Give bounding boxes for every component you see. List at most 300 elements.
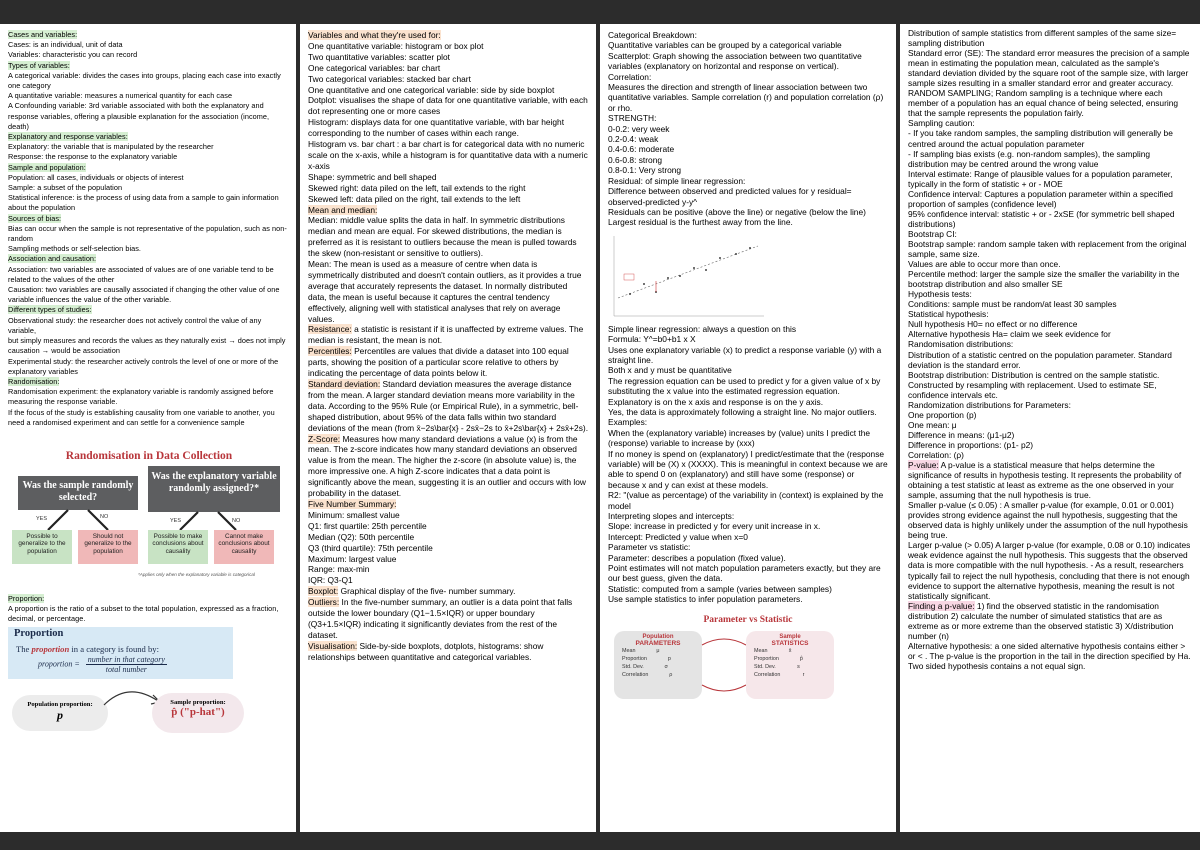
section-heading: Explanatory and response variables: bbox=[8, 132, 128, 142]
line-text: A p-value is a statistical measure that helps determine the significance of results in hypothesis testing. It represents the probability of obtaining a test statistic at least as extreme as the one observed in your sample, assuming that the null hypothesis is true. bbox=[908, 460, 1182, 501]
text-line bbox=[908, 400, 1192, 410]
line-text: 0.4-0.6: moderate bbox=[608, 144, 675, 155]
text-line bbox=[8, 91, 290, 101]
pvs-row-symbol: p bbox=[667, 655, 671, 662]
text-line bbox=[308, 95, 588, 117]
randomisation-title: Randomisation in Data Collection bbox=[65, 449, 233, 462]
text-line bbox=[608, 113, 888, 123]
sample-proportion-bubble: Sample proportion: p̂ ("p-hat") bbox=[152, 693, 244, 733]
text-line bbox=[308, 85, 588, 96]
outcome-causality: Possible to make conclusions about causality bbox=[148, 530, 208, 564]
line-text: Q3 (third quartile): 75th percentile bbox=[308, 542, 433, 553]
line-text: Bootstrap CI: bbox=[908, 228, 957, 239]
decision-arrows bbox=[8, 450, 290, 590]
text-line bbox=[608, 217, 888, 227]
text-line bbox=[908, 28, 1192, 48]
line-text: Standard deviation measures the average distance from the mean. A larger standard deviation means more variability in the data. According to the 95% Rule (or Empirical Rule), in a symmetric, bell-shaped distribution, about 95% of the data falls within two standard deviations of the mean (from x̄−2s\bar{x} - 2sx̄−2s to x̄+2s\bar{x} + 2sx̄+2s). bbox=[308, 379, 589, 433]
text-line bbox=[608, 134, 888, 144]
text-line bbox=[908, 410, 1192, 420]
line-text: If no money is spend on (explanatory) I predict/estimate that the (response variable) will be (X) x (XXXX). This is meaningful in context because we are able to spend 0 on (explanatory) and still have some (response) or because x and y can exist at these models. bbox=[608, 448, 888, 490]
no-label-1: NO bbox=[100, 513, 109, 520]
text-line bbox=[8, 305, 290, 315]
text-line bbox=[908, 88, 1192, 118]
text-line bbox=[308, 510, 588, 521]
proportion-formula: proportion = $\frac{\text{number in that category}}{\text{total number}}$ bbox=[38, 654, 165, 674]
line-text: Observational study: the researcher does not actively control the value of any variable, bbox=[8, 315, 262, 335]
text-line bbox=[908, 239, 1192, 259]
text-line bbox=[908, 339, 1192, 349]
line-text: Statistic: computed from a sample (varies between samples) bbox=[608, 583, 832, 594]
pvs-row-symbol: x̄ bbox=[788, 647, 792, 654]
line-text: Sample: a subset of the population bbox=[8, 183, 123, 193]
text-line bbox=[908, 169, 1192, 189]
line-text: If the focus of the study is establishing causality from one variable to another, you need a randomised experiment and can settle for a convenience sample bbox=[8, 407, 275, 427]
line-text: One quantitative and one categorical variable: side by side boxplot bbox=[308, 84, 555, 95]
text-line bbox=[908, 430, 1192, 440]
column-4 bbox=[900, 24, 1200, 832]
text-line bbox=[8, 152, 290, 162]
line-text: - If you take random samples, the sampling distribution will generally be centred around the actual population parameter bbox=[908, 128, 1173, 149]
line-text: Alternative hypothesis: a one sided alternative hypothesis contains either > or < . The p-value is the proportion in the tail in the direction specified by Ha. Two sided hypothesis contains a not equal sign. bbox=[908, 640, 1191, 671]
line-text: Standard error (SE): The standard error measures the precision of a sample mean in estimating the population mean, calculated as the sample's standard deviation divided by the square root of the sample size, with larger sample sizes resulting in a smaller standard error and greater accuracy. bbox=[908, 48, 1190, 89]
line-text: One quantitative variable: histogram or box plot bbox=[308, 40, 484, 51]
text-line bbox=[608, 521, 888, 531]
line-text: Interpreting slopes and intercepts: bbox=[608, 511, 735, 522]
pvs-row-symbol: p̂ bbox=[799, 655, 803, 662]
column-1 bbox=[0, 24, 296, 832]
line-text: Sampling methods or self-selection bias. bbox=[8, 244, 142, 254]
text-line bbox=[8, 30, 290, 40]
text-line bbox=[308, 554, 588, 565]
text-line bbox=[308, 183, 588, 194]
text-line bbox=[8, 61, 290, 71]
sample-statistics-box bbox=[746, 631, 834, 699]
text-line bbox=[608, 376, 888, 397]
outcome-generalize: Possible to generalize to the population bbox=[12, 530, 72, 564]
line-text: Graphical display of the five- number summary. bbox=[338, 586, 516, 597]
line-text: Bootstrap sample: random sample taken with replacement from the original sample, same size. bbox=[908, 238, 1187, 260]
line-text: A quantitative variable: measures a numerical quantity for each case bbox=[8, 91, 233, 101]
text-line bbox=[8, 316, 290, 336]
line-text: Randomisation experiment: the explanatory variable is randomly assigned before measuring the response variable. bbox=[8, 387, 274, 407]
text-line bbox=[908, 299, 1192, 309]
column-2-text bbox=[308, 30, 588, 663]
text-line bbox=[608, 563, 888, 584]
section-heading: Sample and population: bbox=[8, 162, 86, 172]
pvs-row-label: Mean bbox=[622, 647, 636, 654]
text-line bbox=[8, 254, 290, 264]
text-line bbox=[908, 329, 1192, 339]
proportion-box bbox=[8, 627, 233, 679]
section-heading: Sources of bias: bbox=[8, 213, 62, 223]
text-line bbox=[908, 209, 1192, 229]
line-text: Population: all cases, individuals or objects of interest bbox=[8, 172, 184, 182]
line-text: Measures the direction and strength of linear association between two quantitative variables. Sample correlation (r) and population correlation (ρ) or rho. bbox=[608, 82, 884, 113]
text-line bbox=[308, 117, 588, 139]
section-heading: Resistance: bbox=[308, 324, 352, 335]
text-line bbox=[908, 460, 1192, 500]
pvs-row-label: Proportion bbox=[754, 655, 779, 662]
line-text: Slope: increase in predicted y for every unit increase in x. bbox=[608, 521, 821, 532]
text-line bbox=[608, 397, 888, 407]
line-text: Alternative hypothesis Ha= claim we seek evidence for bbox=[908, 329, 1111, 340]
text-line bbox=[608, 542, 888, 552]
line-text: Hypothesis tests: bbox=[908, 289, 972, 300]
text-line bbox=[908, 450, 1192, 460]
proportion-text bbox=[8, 594, 290, 625]
line-text: Interval estimate: Range of plausible values for a population parameter, typically in the form of statistic + or - MOE bbox=[908, 168, 1173, 189]
section-heading: Z-Score: bbox=[308, 433, 341, 444]
text-line bbox=[608, 40, 888, 50]
text-line bbox=[908, 601, 1192, 641]
pvs-row bbox=[746, 663, 834, 671]
line-text: Dotplot: visualises the shape of data for one quantitative variable, with each dot representing one or more cases bbox=[308, 95, 588, 117]
line-text: Two quantitative variables: scatter plot bbox=[308, 51, 450, 62]
line-text: Use sample statistics to infer population parameters. bbox=[608, 594, 803, 605]
line-text: Histogram: displays data for one quantitative variable, with bar height corresponding to the number of cases within each range. bbox=[308, 117, 565, 139]
text-line bbox=[908, 259, 1192, 269]
column-1-text bbox=[8, 30, 290, 428]
section-heading: Proportion: bbox=[8, 593, 45, 603]
no-label-2: NO bbox=[232, 517, 241, 524]
question-random-assignment: Was the explanatory variable randomly assigned?* bbox=[148, 466, 280, 512]
line-text: Explanatory is on the x axis and response is on the y axis. bbox=[608, 396, 824, 407]
pvs-row-label: Correlation bbox=[622, 671, 649, 678]
text-line bbox=[608, 176, 888, 186]
line-text: Skewed right: data piled on the left, tail extends to the right bbox=[308, 182, 526, 193]
text-line bbox=[308, 215, 588, 259]
section-heading: P-value: bbox=[908, 460, 939, 471]
text-line bbox=[308, 74, 588, 85]
section-heading: Five Number Summary: bbox=[308, 498, 397, 509]
line-text: Shape: symmetric and bell shaped bbox=[308, 171, 437, 182]
line-text: Conditions: sample must be random/at least 30 samples bbox=[908, 299, 1117, 310]
line-text: Experimental study: the researcher actively controls the level of one or more of the explanatory variables bbox=[8, 356, 279, 376]
text-line bbox=[8, 377, 290, 387]
line-text: Quantitative variables can be grouped by a categorical variable bbox=[608, 40, 842, 51]
line-text: One proportion (p) bbox=[908, 409, 977, 420]
text-line bbox=[608, 449, 888, 491]
pvs-row-symbol: s bbox=[797, 663, 800, 670]
pvs-pop-sub: PARAMETERS bbox=[635, 639, 681, 647]
residual-scatterplot bbox=[608, 232, 768, 322]
arrow-icon bbox=[8, 683, 290, 745]
text-line bbox=[8, 183, 290, 193]
question-random-sample: Was the sample randomly selected? bbox=[18, 476, 138, 510]
line-text: Categorical Breakdown: bbox=[608, 30, 697, 40]
section-heading: Percentiles: bbox=[308, 346, 352, 357]
line-text: Explanatory: the variable that is manipulated by the researcher bbox=[8, 142, 214, 152]
section-heading: Cases and variables: bbox=[8, 30, 78, 39]
yes-label-1: YES bbox=[36, 515, 48, 522]
text-line bbox=[308, 532, 588, 543]
text-line bbox=[908, 440, 1192, 450]
text-line bbox=[308, 641, 588, 663]
column-3-text-top bbox=[608, 30, 888, 228]
line-text: Parameter vs statistic: bbox=[608, 542, 691, 553]
section-heading: Visualisation: bbox=[308, 640, 358, 651]
text-line bbox=[8, 244, 290, 254]
line-text: STRENGTH: bbox=[608, 113, 657, 124]
text-line bbox=[608, 407, 888, 417]
text-line bbox=[308, 346, 588, 379]
line-text: Sampling caution: bbox=[908, 118, 975, 129]
text-line bbox=[608, 511, 888, 521]
text-line bbox=[608, 186, 888, 207]
text-line bbox=[308, 499, 588, 510]
text-line bbox=[608, 72, 888, 82]
text-line bbox=[608, 345, 888, 366]
pvs-pop-head: Population bbox=[642, 633, 674, 640]
pvs-title: Parameter vs Statistic bbox=[703, 614, 793, 625]
text-line bbox=[908, 269, 1192, 289]
population-vs-sample-proportion bbox=[8, 683, 290, 745]
line-text: Statistical inference: is the process of using data from a sample to gain information about the population bbox=[8, 193, 279, 213]
line-text: a statistic is resistant if it is unaffected by extreme values. The median is resistant, the mean is not. bbox=[308, 324, 584, 346]
pvs-row bbox=[746, 647, 834, 655]
text-line bbox=[308, 575, 588, 586]
line-text: Point estimates will not match population parameters exactly, but they are our best guess, given the data. bbox=[608, 563, 881, 584]
text-line bbox=[8, 336, 290, 356]
text-line bbox=[608, 165, 888, 175]
line-text: IQR: Q3-Q1 bbox=[308, 575, 353, 586]
text-line bbox=[8, 604, 290, 624]
line-text: Percentile method: larger the sample size the smaller the variability in the bootstrap distribution and also smaller SE bbox=[908, 269, 1180, 290]
line-text: Parameter: describes a population (fixed value). bbox=[608, 552, 786, 563]
text-line bbox=[8, 214, 290, 224]
pvs-row-symbol: σ bbox=[664, 663, 668, 670]
section-heading: Different types of studies: bbox=[8, 305, 92, 315]
text-line bbox=[8, 163, 290, 173]
text-line bbox=[308, 172, 588, 183]
text-line bbox=[8, 285, 290, 305]
text-line bbox=[908, 309, 1192, 319]
line-text: A categorical variable: divides the cases into groups, placing each case into exactly one category bbox=[8, 70, 281, 91]
text-line bbox=[8, 71, 290, 91]
text-line bbox=[608, 82, 888, 113]
line-text: Q1: first quartile: 25th percentile bbox=[308, 520, 427, 531]
text-line bbox=[8, 142, 290, 152]
pvs-row bbox=[746, 671, 834, 679]
line-text: Two categorical variables: stacked bar chart bbox=[308, 73, 471, 84]
text-line bbox=[908, 189, 1192, 209]
pvs-samp-head: Sample bbox=[779, 633, 801, 640]
section-heading: Variables and what they're used for: bbox=[308, 30, 441, 40]
line-text: Response: the response to the explanatory variable bbox=[8, 152, 178, 162]
line-text: Randomisation distributions: bbox=[908, 339, 1014, 350]
column-3 bbox=[600, 24, 896, 832]
line-text: Median: middle value splits the data in half. In symmetric distributions median and mean are equal. For skewed distributions, the median is preferred as it is resistant to outliers because the mean is pulled towards the skew (non-resistant or sensitive to outliers). bbox=[308, 215, 577, 259]
section-heading: Randomisation: bbox=[8, 376, 60, 386]
pvs-row-symbol: ρ bbox=[669, 671, 673, 678]
text-line bbox=[308, 597, 588, 641]
text-line bbox=[608, 428, 888, 449]
section-heading: Types of variables: bbox=[8, 60, 70, 70]
line-text: 0.8-0.1: Very strong bbox=[608, 165, 682, 176]
line-text: Causation: two variables are causally associated if changing the other value of one variable influences the value of the other variable. bbox=[8, 285, 280, 305]
text-line bbox=[908, 118, 1192, 128]
population-proportion-bubble: Population proportion: p bbox=[12, 695, 108, 731]
text-line bbox=[608, 155, 888, 165]
text-line bbox=[308, 63, 588, 74]
text-line bbox=[608, 30, 888, 40]
line-text: Formula: Y^=b0+b1 x X bbox=[608, 334, 696, 345]
line-text: - If sampling bias exists (e.g. non-random samples), the sampling distribution may be centred around the wrong value bbox=[908, 148, 1151, 169]
text-line bbox=[308, 41, 588, 52]
pvs-row-label: Mean bbox=[754, 647, 768, 654]
randomisation-footnote: *Applies only when the explanatory variable is categorical bbox=[138, 571, 255, 577]
line-text: Variables: characteristic you can record bbox=[8, 50, 138, 60]
pvs-row-label: Correlation bbox=[754, 671, 781, 678]
line-text: Larger p-value (> 0.05) A larger p-value (for example, 0.08 or 0.10) indicates weak evidence against the null hypothesis. This suggests that the observed data is more compatible with the null hypothesis. - As a result, researchers typically fail to reject the null hypothesis, concluding that there is not enough evidence to support the alternative hypothesis, meaning the result is not statistically significant. bbox=[908, 540, 1191, 601]
line-text: Confidence interval: Captures a population parameter within a specified proportion of samples (confidence level) bbox=[908, 188, 1173, 209]
line-text: Mean: The mean is used as a measure of centre when data is symmetrically distributed and doesn't contain outliers, as it provides a true average that accurately represents the dataset. In normally distributed data, the mean is useful because it captures the central tendency effectively, aligning well with statistical analyses that rely on average values. bbox=[308, 259, 582, 324]
text-line bbox=[608, 124, 888, 134]
line-text: RANDOM SAMPLING; Random sampling is a technique where each member of a population has an equal chance of being selected, ensuring that the sample represents the population fairly. bbox=[908, 88, 1179, 119]
line-text: Difference in proportions: (p1- p2) bbox=[908, 439, 1034, 450]
line-text: Simple linear regression: always a question on this bbox=[608, 323, 797, 334]
pvs-row-symbol: μ bbox=[656, 647, 660, 654]
line-text: Largest residual is the furthest away from the line. bbox=[608, 217, 793, 228]
line-text: Correlation: (ρ) bbox=[908, 449, 964, 460]
outcome-no-causality: Cannot make conclusions about causality bbox=[214, 530, 274, 564]
text-line bbox=[608, 553, 888, 563]
line-text: Percentiles are values that divide a dataset into 100 equal parts, showing the position of a particular score relative to others by indicating the percentage of data points below it. bbox=[308, 346, 569, 379]
line-text: A Confounding variable: 3rd variable associated with both the explanatory and response variables, offering a plausible explanation for the association (income, death) bbox=[8, 101, 270, 131]
section-heading: Finding a p-value: bbox=[908, 600, 975, 611]
line-text: Bootstrap distribution: Distribution is centred on the sample statistic. Constructed by resampling with replacement. Used to estimate SE, confidence intervals etc. bbox=[908, 369, 1160, 400]
line-text: Bias can occur when the sample is not representative of the population, such as non-random bbox=[8, 223, 287, 244]
line-text: Randomization distributions for Parameters: bbox=[908, 399, 1071, 410]
text-line bbox=[908, 229, 1192, 239]
line-text: One mean: μ bbox=[908, 419, 957, 430]
pvs-row-label: Std. Dev. bbox=[622, 663, 644, 670]
text-line bbox=[608, 490, 888, 511]
proportion-box-title: Proportion bbox=[14, 627, 64, 639]
line-text: Uses one explanatory variable (x) to predict a response variable (y) with a straight line. bbox=[608, 344, 882, 365]
line-text: Intercept: Predicted y value when x=0 bbox=[608, 531, 748, 542]
text-line bbox=[908, 420, 1192, 430]
text-line bbox=[308, 434, 588, 499]
pvs-row-label: Proportion bbox=[622, 655, 647, 662]
line-text: Cases: is an individual, unit of data bbox=[8, 40, 123, 50]
line-text: Smaller p-value (≤ 0.05) : A smaller p-value (for example, 0.01 or 0.001) provides strong evidence against the null hypothesis, suggesting that the observed data is highly unlikely under the assumption of the null hypothesis being true. bbox=[908, 500, 1188, 541]
text-line bbox=[608, 207, 888, 217]
line-text: R2: "(value as percentage) of the variability in (context) is explained by the model bbox=[608, 490, 884, 511]
text-line bbox=[8, 224, 290, 244]
line-text: Side-by-side boxplots, dotplots, histograms: show relationships between quantitative and categorical variables. bbox=[308, 640, 544, 662]
text-line bbox=[8, 594, 290, 604]
line-text: Median (Q2): 50th percentile bbox=[308, 531, 415, 542]
text-line bbox=[608, 334, 888, 344]
text-line bbox=[908, 319, 1192, 329]
pvs-row-symbol: r bbox=[802, 671, 805, 678]
text-line bbox=[608, 417, 888, 427]
text-line bbox=[308, 194, 588, 205]
section-heading: Association and causation: bbox=[8, 254, 97, 264]
text-line bbox=[608, 51, 888, 72]
line-text: Maximum: largest value bbox=[308, 553, 397, 564]
text-line bbox=[8, 50, 290, 60]
text-line bbox=[908, 641, 1192, 671]
line-text: 0-0.2: very week bbox=[608, 123, 670, 134]
section-heading: Boxplot: bbox=[308, 586, 339, 597]
outcome-no-generalize: Should not generalize to the population bbox=[78, 530, 138, 564]
line-text: A proportion is the ratio of a subset to the total population, expressed as a fraction, decimal, or percentage. bbox=[8, 604, 279, 624]
line-text: Values are able to occur more than once. bbox=[908, 259, 1061, 270]
text-line bbox=[308, 139, 588, 172]
line-text: Difference in means: (μ1-μ2) bbox=[908, 429, 1015, 440]
line-text: Minimum: smallest value bbox=[308, 509, 400, 520]
text-line bbox=[308, 30, 588, 41]
text-line bbox=[908, 128, 1192, 148]
line-text: Correlation: bbox=[608, 71, 652, 82]
line-text: Range: max-min bbox=[308, 564, 370, 575]
text-line bbox=[908, 350, 1192, 370]
line-text: Residual: of simple linear regression: bbox=[608, 175, 746, 186]
text-line bbox=[608, 324, 888, 334]
text-line bbox=[908, 540, 1192, 600]
text-line bbox=[308, 543, 588, 554]
pvs-samp-sub: STATISTICS bbox=[771, 639, 809, 647]
section-heading: Mean and median: bbox=[308, 204, 378, 215]
line-text: Null hypothesis H0= no effect or no difference bbox=[908, 319, 1078, 330]
line-text: Measures how many standard deviations a value (x) is from the mean. The z-score indicates how many standard deviations an observed value is from the mean. The higher the z-score (in absolute value) is, the more impressive one. A high Z-score indicates that a data point is significantly above the mean, suggesting it is an outlier and occurs with low probability in the dataset. bbox=[308, 433, 586, 499]
pvs-samp-rows bbox=[746, 647, 834, 679]
line-text: but simply measures and records the values as they naturally exist → does not imply causation → would be association bbox=[8, 336, 286, 356]
line-text: Histogram vs. bar chart : a bar chart is for categorical data with no numeric scale on the x-axis, while a histogram is for quantitative data with a numeric x-axis bbox=[308, 139, 588, 171]
section-heading: Standard deviation: bbox=[308, 379, 381, 389]
text-line bbox=[8, 265, 290, 285]
line-text: When the (explanatory variable) increases by (value) units I predict the (response) variable to increase by (xxx) bbox=[608, 427, 871, 449]
text-line bbox=[308, 379, 588, 434]
pvs-row-label: Std. Dev. bbox=[754, 663, 776, 670]
text-line bbox=[608, 594, 888, 604]
line-text: Scatterplot: Graph showing the association between two quantitative variables (explanatory on horizontal and response on vertical). bbox=[608, 50, 862, 72]
column-4-text bbox=[908, 28, 1192, 671]
line-text: 0.6-0.8: strong bbox=[608, 154, 663, 165]
text-line bbox=[8, 173, 290, 183]
line-text: The regression equation can be used to predict y for a given value of x by substituting the x value into the estimated regression equation. bbox=[608, 375, 881, 397]
line-text: In the five-number summary, an outlier is a data point that falls outside the lower boundary (Q1−1.5×IQR) or upper boundary (Q3+1.5×IQR) indicating it significantly deviates from the rest of the dataset. bbox=[308, 597, 573, 640]
text-line bbox=[308, 52, 588, 63]
parameter-vs-statistic bbox=[608, 615, 888, 703]
proportion-box-line: The proportion in a category is found by: bbox=[16, 643, 159, 654]
text-line bbox=[308, 564, 588, 575]
text-line bbox=[308, 586, 588, 597]
line-text: 95% confidence interval: statistic + or - 2xSE (for symmetric bell shaped distributions) bbox=[908, 208, 1175, 229]
text-line bbox=[8, 357, 290, 377]
text-line bbox=[608, 532, 888, 542]
text-line bbox=[308, 324, 588, 346]
text-line bbox=[8, 132, 290, 142]
line-text: One categorical variables: bar chart bbox=[308, 62, 441, 73]
column-2 bbox=[300, 24, 596, 832]
text-line bbox=[308, 521, 588, 532]
text-line bbox=[608, 365, 888, 375]
text-line bbox=[8, 408, 290, 428]
line-text: Both x and y must be quantitative bbox=[608, 365, 732, 376]
line-text: Residuals can be positive (above the line) or negative (below the line) bbox=[608, 206, 866, 217]
text-line bbox=[908, 149, 1192, 169]
randomisation-diagram bbox=[8, 450, 290, 590]
line-text: Distribution of a statistic centred on the population parameter. Standard deviation is the standard error. bbox=[908, 349, 1172, 370]
text-line bbox=[308, 259, 588, 324]
text-line bbox=[908, 289, 1192, 299]
text-line bbox=[608, 584, 888, 594]
text-line bbox=[908, 500, 1192, 540]
yes-label-2: YES bbox=[170, 517, 182, 524]
